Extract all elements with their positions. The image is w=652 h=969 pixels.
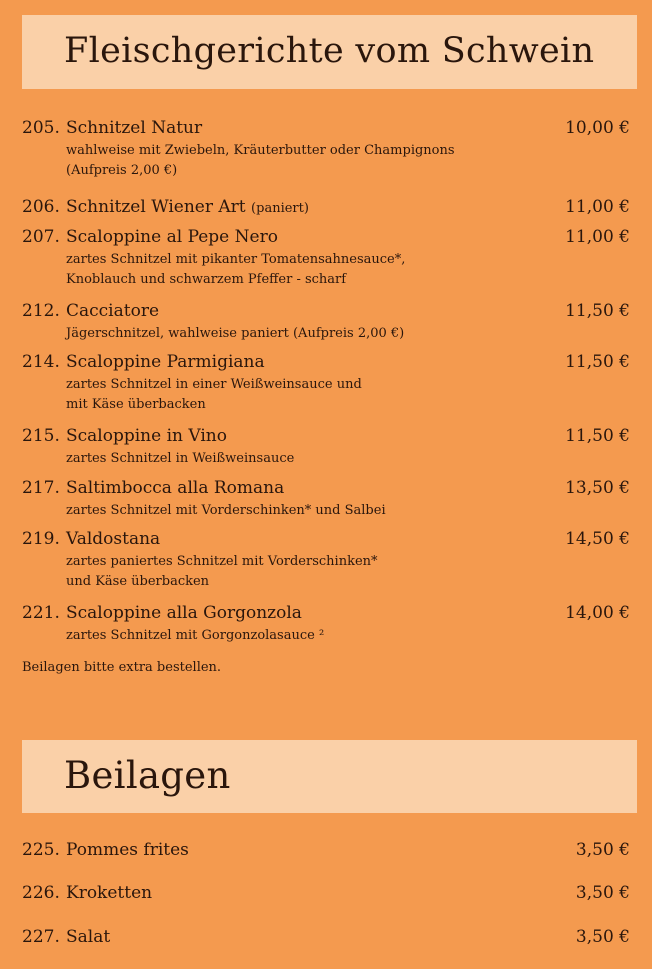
item-price: 3,50 € [575,927,630,947]
item-description: wahlweise mit Zwiebeln, Kräuterbutter oder Champignons (Aufpreis 2,00 €) [66,143,455,178]
item-name: Salat [66,927,111,947]
item-description: zartes Schnitzel in einer Weißweinsauce und mit Käse überbacken [66,377,362,412]
item-price: 14,00 € [565,603,630,623]
item-name-note: (paniert) [251,201,309,216]
item-number: 214. [22,352,60,372]
item-description: Jägerschnitzel, wahlweise paniert (Aufpreis 2,00 €) [66,326,405,341]
item-number: 206. [22,197,60,217]
item-number: 227. [22,927,60,947]
item-name: Scaloppine al Pepe Nero [66,227,278,247]
item-name: Scaloppine Parmigiana [66,352,265,372]
item-name: Schnitzel Wiener Art (paniert) [66,197,309,217]
item-name: Pommes frites [66,840,189,860]
item-number: 225. [22,840,60,860]
item-price: 14,50 € [565,529,630,549]
section-title: Beilagen [64,754,231,797]
item-description: zartes Schnitzel mit pikanter Tomatensahnesauce*, Knoblauch und schwarzem Pfeffer - scharf [66,252,406,287]
item-number: 207. [22,227,60,247]
item-price: 13,50 € [565,478,630,498]
item-price: 11,50 € [565,426,630,446]
item-number: 205. [22,118,60,138]
item-name: Scaloppine alla Gorgonzola [66,603,302,623]
item-price: 3,50 € [575,840,630,860]
item-number: 212. [22,301,60,321]
item-price: 11,50 € [565,352,630,372]
item-price: 11,50 € [565,301,630,321]
section-header-beilagen [22,740,637,813]
item-description: zartes Schnitzel mit Gorgonzolasauce ² [66,628,325,643]
item-name: Valdostana [66,529,161,549]
item-number: 219. [22,529,60,549]
item-name: Scaloppine in Vino [66,426,227,446]
item-number: 215. [22,426,60,446]
item-name: Kroketten [66,883,153,903]
side-dish-note: Beilagen bitte extra bestellen. [22,660,222,675]
item-description: zartes Schnitzel mit Vorderschinken* und Salbei [66,503,386,518]
section-header-schwein [22,15,637,89]
item-name: Cacciatore [66,301,160,321]
item-number: 217. [22,478,60,498]
item-price: 11,00 € [565,227,630,247]
item-price: 10,00 € [565,118,630,138]
item-price: 3,50 € [575,883,630,903]
item-price: 11,00 € [565,197,630,217]
item-description: zartes paniertes Schnitzel mit Vorderschinken* und Käse überbacken [66,554,378,589]
section-title: Fleischgerichte vom Schwein [64,31,595,71]
item-description: zartes Schnitzel in Weißweinsauce [66,451,295,466]
item-number: 226. [22,883,60,903]
item-name: Schnitzel Natur [66,118,203,138]
item-name: Saltimbocca alla Romana [66,478,285,498]
item-number: 221. [22,603,60,623]
